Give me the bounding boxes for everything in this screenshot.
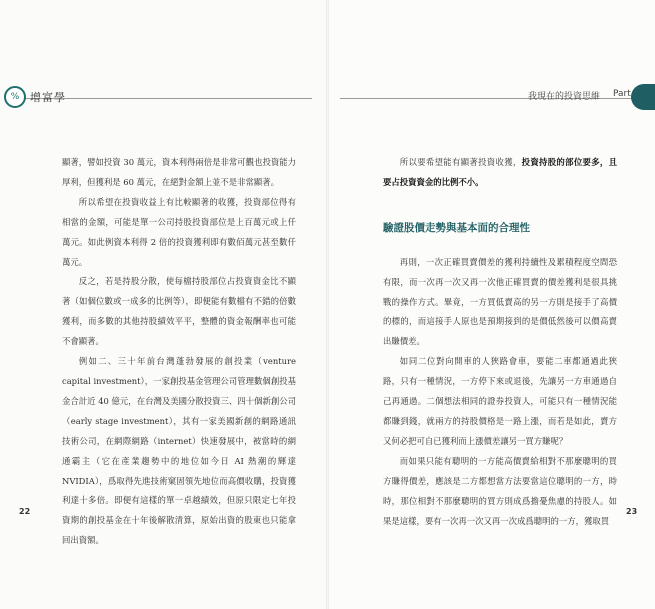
right-page-number: 23 — [626, 507, 638, 516]
paragraph: 如同二位對向開車的人狹路會車，要能二車都通過此狹路，只有一種情況，一方停下來或退後，先讓另一方車通過自己再通過。二個想法相同的證券投資人，可能只有一種情況能都賺到錢，就兩方的持股價格是一路上漲，而若是如此，賣方又何必把可自已獲利而上漲價差讓另一買方賺呢？ — [383, 356, 617, 446]
book-title: 增富學 — [30, 91, 66, 104]
intro-text: 所以要希望能有顯著投資收獲， — [399, 157, 522, 167]
paragraph: 顯著，譬如投資 30 萬元，資本利得兩倍是非常可觀也投資能力厚利，但獲利是 60 萬元，在絕對金額上並不是非常顯著。 — [62, 157, 296, 187]
book-gutter — [326, 0, 329, 609]
paragraph: 例如二、三十年前台灣蓬勃發展的創投業（venture capital investment），一家創投基金管理公司管理數個創投基金合計近 40 億元，在台灣及美國分散投資三、四十個新創公司（early stage investment），其有一家美國新創的網路通訊技術公司，在網際網路（internet）快速發展中，被當時的網通霸主（它在產業趨勢中的地位如今日 AI 熱潮的輝達 NVIDIA），爲取得先進技術窠固領先地位而高價收購，投資獲利達十多倍。即便有這樣的單一卓越績效，但原只限定七年投資期的創投基金在十年後解散清算，原始出資的股東也只能拿回出資額。 — [62, 356, 296, 546]
running-section-title: 我現在的投資思維 — [528, 92, 601, 102]
paragraph: 反之，若是持股分散，使每檔持股部位占投資資金比不顯著（如個位數或一成多的比例等），即便能有數檔有不錯的倍數獲利，而多數的其他持股績效平平，整體的資金報酬率也可能不會顯著。 — [62, 276, 296, 347]
part-label: Part — [613, 89, 631, 99]
part-number: 1 — [642, 85, 652, 101]
left-page-number: 22 — [19, 507, 31, 516]
section-subheading: 驗證股價走勢與基本面的合理性 — [383, 221, 530, 234]
paragraph: 再則，一次正確買賣價差的獲利持續性及累積程度空間恐有限，而一次再一次又再一次他正確買賣的價差獲利是很具挑戰的操作方式。畢竟，一方買低賣高的另一方則是接手了高價的標的，而這接手人原也是預期接到的是價低然後可以價高賣出賺價差。 — [383, 256, 617, 347]
book-logo-icon — [4, 86, 26, 108]
left-page-body — [62, 153, 296, 551]
intro-paragraph — [383, 153, 617, 193]
right-page-body — [383, 153, 617, 531]
intro-emphasis: 投資持股的部位要多，且要占投資資金的比例不小。 — [383, 157, 618, 187]
paragraph: 而如果只能有聰明的一方能高價賣給相對不那麼聰明的買方賺得價差，應該是二方都想當方法要當這位聰明的一方，時時，那位相對不那麼聰明的買方則成爲擔憂焦慮的持股人。如果是這樣，要有一次再一次又再一次成爲聰明的一方，獲取買 — [383, 455, 617, 526]
logo-text: % — [10, 92, 20, 102]
paragraph: 所以希望在投資收益上有比較顯著的收獲，投資部位得有相當的金額，可能是單一公司持股投資部位是上百萬元或上仟萬元。如此例資本利得 2 倍的投資獲利即有數佰萬元甚至數仟萬元。 — [62, 196, 296, 267]
